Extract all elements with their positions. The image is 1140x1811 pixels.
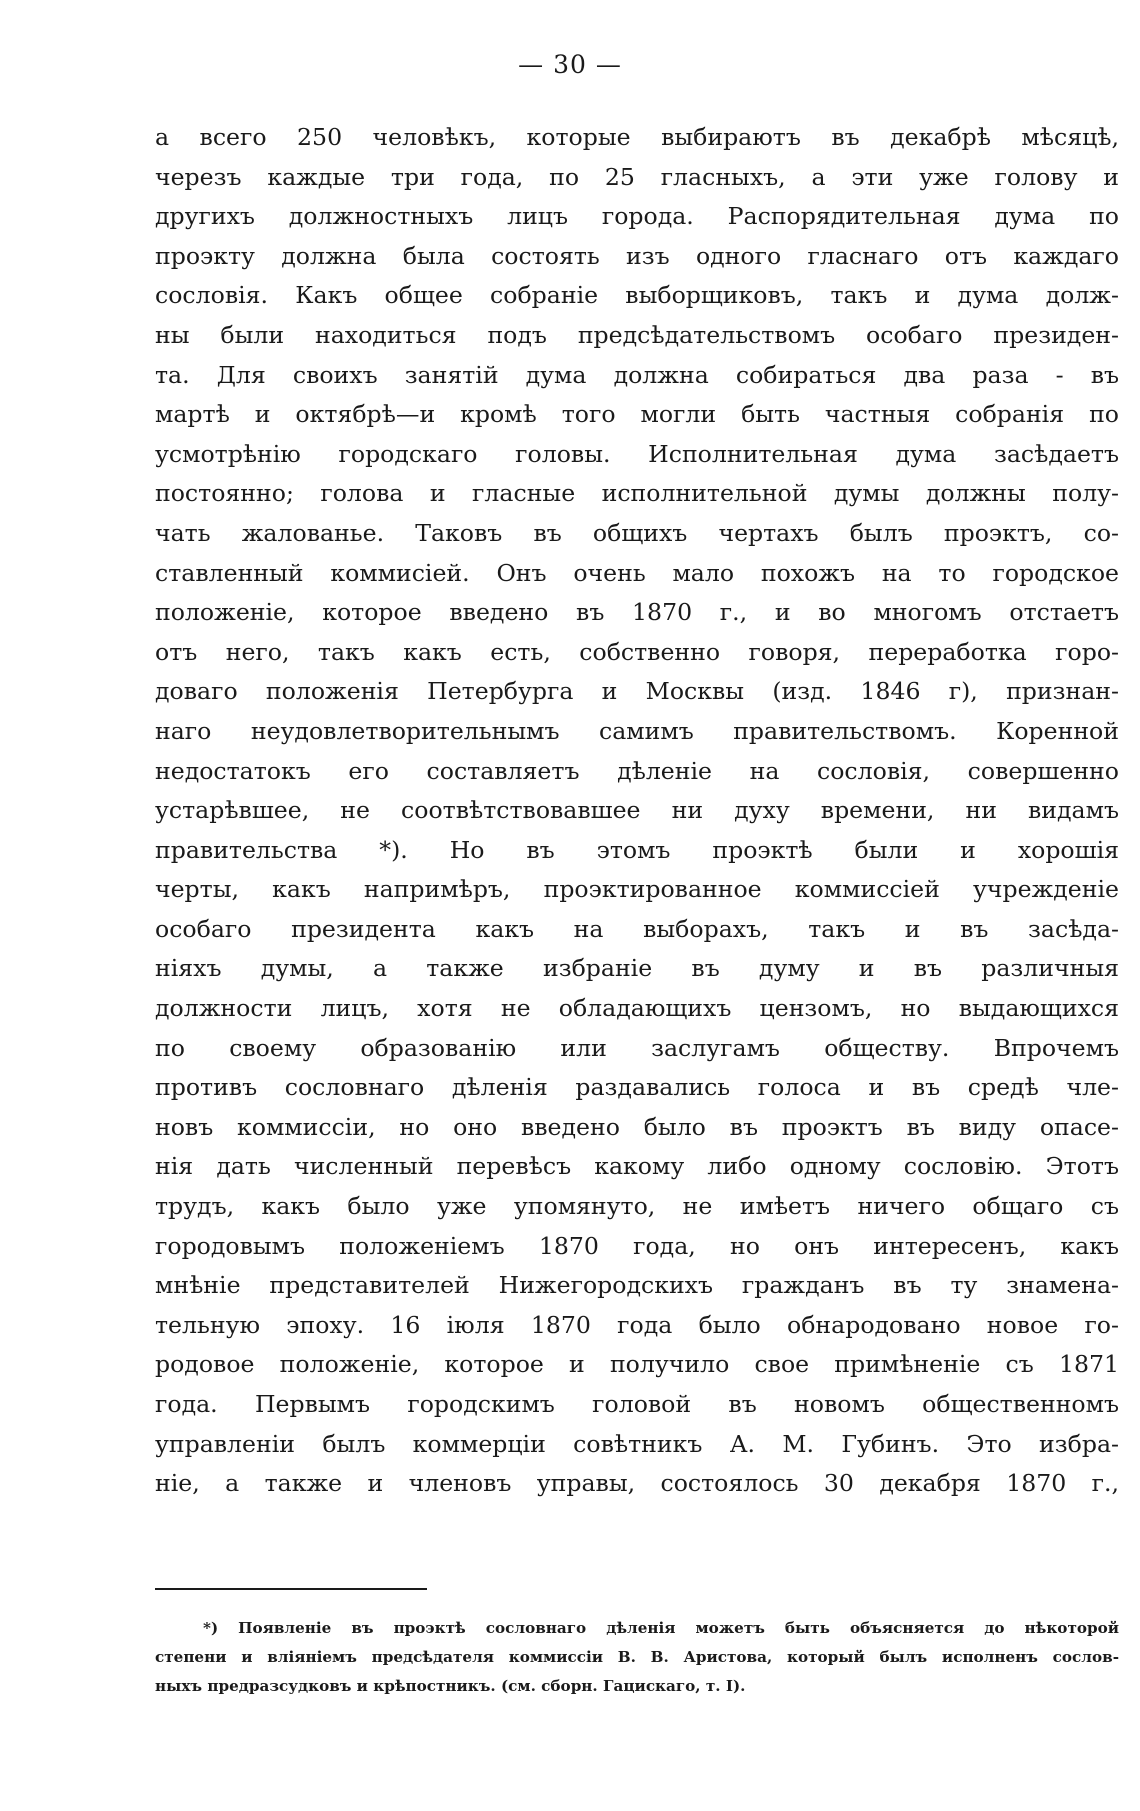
footnote	[155, 1614, 1119, 1701]
text-line: ніе, а также и членовъ управы, состоялось 30 декабря 1870 г.,	[155, 1469, 1119, 1498]
main-text	[155, 118, 1119, 1504]
text-line: трудъ, какъ было уже упомянуто, не имѣетъ ничего общаго съ	[155, 1192, 1119, 1221]
text-line: другихъ должностныхъ лицъ города. Распорядительная дума по	[155, 202, 1119, 231]
text-line: черезъ каждые три года, по 25 гласныхъ, а эти уже голову и	[155, 162, 1119, 191]
text-line: управленіи былъ коммерціи совѣтникъ А. М. Губинъ. Это избра-	[155, 1429, 1119, 1458]
text-line: по своему образованію или заслугамъ обществу. Впрочемъ	[155, 1033, 1119, 1062]
text-line: доваго положенія Петербурга и Москвы (изд. 1846 г), признан-	[155, 677, 1119, 706]
text-line: мартѣ и октябрѣ—и кромѣ того могли быть частныя собранія по	[155, 400, 1119, 429]
footnote-line: степени и вліяніемъ предсѣдателя коммиссіи В. В. Аристова, который былъ исполненъ сослов-	[155, 1648, 1119, 1666]
text-line: родовое положеніе, которое и получило свое примѣненіе съ 1871	[155, 1350, 1119, 1379]
page-number: — 30 —	[518, 50, 622, 79]
text-line: новъ коммиссіи, но оно введено было въ проэктъ въ виду опасе-	[155, 1112, 1119, 1141]
text-line: года. Первымъ городскимъ головой въ новомъ общественномъ	[155, 1390, 1119, 1418]
text-line: усмотрѣнію городскаго головы. Исполнительная дума засѣдаетъ	[155, 439, 1119, 468]
text-line: нія дать численный перевѣсъ какому либо одному сословію. Этотъ	[155, 1152, 1119, 1181]
text-line: отъ него, такъ какъ есть, собственно говоря, переработка горо-	[155, 637, 1119, 666]
text-line: постоянно; голова и гласные исполнительной думы должны полу-	[155, 479, 1119, 508]
text-line: наго неудовлетворительнымъ самимъ правительствомъ. Коренной	[155, 716, 1119, 745]
text-line: правительства *). Но въ этомъ проэктѣ были и хорошія	[155, 835, 1119, 864]
text-line: должности лицъ, хотя не обладающихъ цензомъ, но выдающихся	[155, 994, 1119, 1023]
text-line: сословія. Какъ общее собраніе выборщиковъ, такъ и дума долж-	[155, 281, 1119, 310]
text-line: чать жалованье. Таковъ въ общихъ чертахъ былъ проэктъ, со-	[155, 518, 1119, 547]
text-line: недостатокъ его составляетъ дѣленіе на сословія, совершенно	[155, 756, 1119, 785]
text-line: проэкту должна была состоять изъ одного гласнаго отъ каждаго	[155, 241, 1119, 270]
text-line: ставленный коммисіей. Онъ очень мало похожъ на то городское	[155, 558, 1119, 587]
text-line: мнѣніе представителей Нижегородскихъ гражданъ въ ту знамена-	[155, 1271, 1119, 1300]
text-line: а всего 250 человѣкъ, которые выбираютъ въ декабрѣ мѣсяцѣ,	[155, 123, 1119, 151]
text-line: черты, какъ напримѣръ, проэктированное коммиссіей учрежденіе	[155, 875, 1119, 904]
text-line: противъ сословнаго дѣленія раздавались голоса и въ средѣ чле-	[155, 1073, 1119, 1102]
text-line: тельную эпоху. 16 іюля 1870 года было обнародовано новое го-	[155, 1310, 1119, 1339]
text-line: городовымъ положеніемъ 1870 года, но онъ интересенъ, какъ	[155, 1231, 1119, 1260]
footnote-line: ныхъ предразсудковъ и крѣпостникъ. (см. сборн. Гацискаго, т. I).	[155, 1677, 746, 1695]
text-line: та. Для своихъ занятій дума должна собираться два раза - въ	[155, 360, 1119, 389]
footnote-line: *) Появленіе въ проэктѣ сословнаго дѣленія можетъ быть объясняется до нѣкоторой	[203, 1619, 1119, 1637]
text-line: ніяхъ думы, а также избраніе въ думу и въ различныя	[155, 954, 1119, 983]
footnote-divider	[155, 1588, 427, 1590]
text-line: устарѣвшее, не соотвѣтствовавшее ни духу времени, ни видамъ	[155, 796, 1119, 825]
text-line: особаго президента какъ на выборахъ, такъ и въ засѣда-	[155, 914, 1119, 943]
text-line: ны были находиться подъ предсѣдательствомъ особаго президен-	[155, 320, 1119, 349]
text-line: положеніе, которое введено въ 1870 г., и во многомъ отстаетъ	[155, 598, 1119, 627]
